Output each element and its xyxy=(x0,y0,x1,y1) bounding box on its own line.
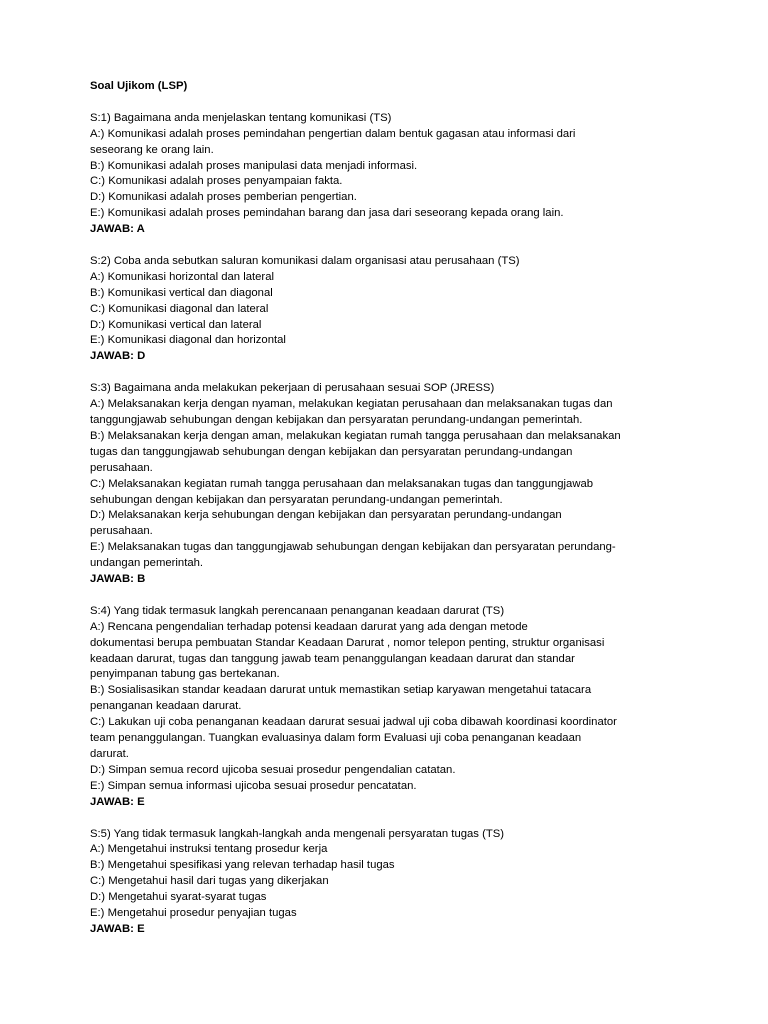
option-line: A:) Komunikasi horizontal dan lateral xyxy=(90,270,274,283)
option-line: D:) Komunikasi vertical dan lateral xyxy=(90,318,262,331)
option-line: perusahaan. xyxy=(90,461,153,474)
option-line: D:) Komunikasi adalah proses pemberian pengertian. xyxy=(90,191,357,204)
answer-key: JAWAB: E xyxy=(90,922,145,935)
option-line: E:) Melaksanakan tugas dan tanggungjawab sehubungan dengan kebijakan dan persyaratan perundang- xyxy=(90,541,616,554)
option-line: B:) Melaksanakan kerja dengan aman, melakukan kegiatan rumah tangga perusahaan dan melaksanakan xyxy=(90,429,621,442)
option-line: penyimpanan tabung gas bertekanan. xyxy=(90,668,280,681)
question-prompt: S:1) Bagaimana anda menjelaskan tentang komunikasi (TS) xyxy=(90,111,392,124)
option-line: B:) Komunikasi adalah proses manipulasi data menjadi informasi. xyxy=(90,159,418,172)
question-prompt: S:5) Yang tidak termasuk langkah-langkah anda mengenali persyaratan tugas (TS) xyxy=(90,827,505,840)
option-line: A:) Komunikasi adalah proses pemindahan pengertian dalam bentuk gagasan atau informasi dari xyxy=(90,127,576,140)
question-block xyxy=(90,254,690,365)
option-line: tugas dan tanggungjawab sehubungan dengan kebijakan dan persyaratan perundang-undangan xyxy=(90,445,573,458)
option-line: D:) Mengetahui syarat-syarat tugas xyxy=(90,891,267,904)
option-line: seseorang ke orang lain. xyxy=(90,143,214,156)
option-line: B:) Komunikasi vertical dan diagonal xyxy=(90,286,273,299)
question-block xyxy=(90,827,690,938)
question-prompt: S:4) Yang tidak termasuk langkah perencanaan penanganan keadaan darurat (TS) xyxy=(90,604,505,617)
option-line: undangan pemerintah. xyxy=(90,557,204,570)
question-prompt: S:2) Coba anda sebutkan saluran komunikasi dalam organisasi atau perusahaan (TS) xyxy=(90,254,520,267)
question-prompt: S:3) Bagaimana anda melakukan pekerjaan di perusahaan sesuai SOP (JRESS) xyxy=(90,382,495,395)
option-line: sehubungan dengan kebijakan dan persyaratan perundang-undangan pemerintah. xyxy=(90,493,503,506)
question-list xyxy=(90,111,690,938)
option-line: E:) Komunikasi adalah proses pemindahan barang dan jasa dari seseorang kepada orang lain. xyxy=(90,207,564,220)
answer-key: JAWAB: A xyxy=(90,223,145,236)
option-line: C:) Komunikasi diagonal dan lateral xyxy=(90,302,269,315)
question-block xyxy=(90,381,690,588)
option-line: A:) Mengetahui instruksi tentang prosedur kerja xyxy=(90,843,328,856)
answer-key: JAWAB: D xyxy=(90,350,146,363)
question-block xyxy=(90,111,690,238)
document-title: Soal Ujikom (LSP) xyxy=(90,80,188,92)
option-line: darurat. xyxy=(90,748,129,760)
option-line: team penanggulangan. Tuangkan evaluasinya dalam form Evaluasi uji coba penanganan keadaan xyxy=(90,732,582,745)
option-line: keadaan darurat, tugas dan tanggung jawab team penanggulangan keadaan darurat dan standar xyxy=(90,652,575,665)
option-line: dokumentasi berupa pembuatan Standar Keadaan Darurat , nomor telepon penting, struktur organisasi xyxy=(90,636,605,649)
option-line: C:) Komunikasi adalah proses penyampaian fakta. xyxy=(90,175,343,188)
question-block xyxy=(90,604,690,811)
option-line: A:) Melaksanakan kerja dengan nyaman, melakukan kegiatan perusahaan dan melaksanakan tugas dan xyxy=(90,398,613,411)
option-line: C:) Mengetahui hasil dari tugas yang dikerjakan xyxy=(90,875,329,888)
answer-key: JAWAB: B xyxy=(90,573,146,586)
option-line: penanganan keadaan darurat. xyxy=(90,700,242,713)
document-page xyxy=(90,79,690,954)
option-line: E:) Komunikasi diagonal dan horizontal xyxy=(90,334,286,347)
option-line: C:) Lakukan uji coba penanganan keadaan darurat sesuai jadwal uji coba dibawah koordinasi koordinator xyxy=(90,716,617,729)
option-line: A:) Rencana pengendalian terhadap potensi keadaan darurat yang ada dengan metode xyxy=(90,620,528,633)
option-line: D:) Melaksanakan kerja sehubungan dengan kebijakan dan persyaratan perundang-undangan xyxy=(90,509,562,522)
option-line: E:) Mengetahui prosedur penyajian tugas xyxy=(90,907,297,920)
option-line: C:) Melaksanakan kegiatan rumah tangga perusahaan dan melaksanakan tugas dan tanggungjawab xyxy=(90,477,594,490)
option-line: perusahaan. xyxy=(90,525,153,538)
option-line: E:) Simpan semua informasi ujicoba sesuai prosedur pencatatan. xyxy=(90,779,417,792)
option-line: tanggungjawab sehubungan dengan kebijakan dan persyaratan perundang-undangan pemerintah. xyxy=(90,413,583,426)
option-line: D:) Simpan semua record ujicoba sesuai prosedur pengendalian catatan. xyxy=(90,763,456,776)
option-line: B:) Sosialisasikan standar keadaan darurat untuk memastikan setiap karyawan mengetahui tatacara xyxy=(90,684,592,697)
answer-key: JAWAB: E xyxy=(90,795,145,808)
option-line: B:) Mengetahui spesifikasi yang relevan terhadap hasil tugas xyxy=(90,859,395,872)
